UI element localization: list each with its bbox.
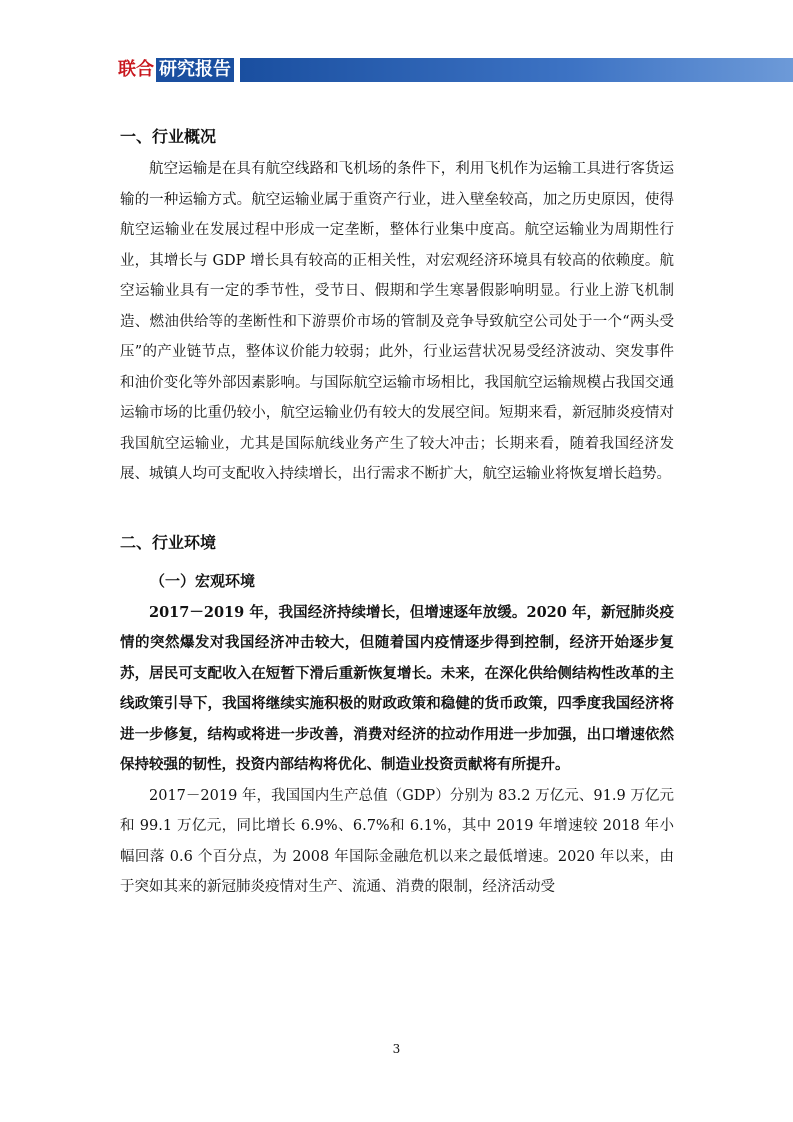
section-heading-industry-overview: 一、行业概况 xyxy=(120,127,217,146)
header-gradient-bar xyxy=(240,58,793,82)
brand-logo-red-text: 联合 xyxy=(118,59,154,80)
page-number: 3 xyxy=(392,1042,401,1056)
section-spacer xyxy=(120,490,674,526)
macro-summary-bold-paragraph: 2017－2019 年，我国经济持续增长，但增速逐年放缓。2020 年，新冠肺炎疫情的突然爆发对我国经济冲击较大，但随着国内疫情逐步得到控制，经济开始逐步复苏，居民可支配收入在短暂下滑后重新恢复增长。未来，在深化供给侧结构性改革的主线政策引导下，我国将继续实施积极的财政政策和稳健的货币政策，四季度我国经济将进一步修复，结构或将进一步改善，消费对经济的拉动作用进一步加强，出口增速依然保持较强的韧性，投资内部结构将优化、制造业投资贡献将有所提升。 xyxy=(120,603,674,773)
document-body xyxy=(120,120,674,903)
brand-logo-blue-box: 研究报告 xyxy=(156,58,234,82)
subsection-heading-macro-environment: （一）宏观环境 xyxy=(150,571,256,590)
industry-overview-paragraph: 航空运输是在具有航空线路和飞机场的条件下，利用飞机作为运输工具进行客货运输的一种运输方式。航空运输业属于重资产行业，进入壁垒较高，加之历史原因，使得航空运输业在发展过程中形成一定垄断，整体行业集中度高。航空运输业为周期性行业，其增长与 GDP 增长具有较高的正相关性，对宏观经济环境具有较高的依赖度。航空运输业具有一定的季节性，受节日、假期和学生寒暑假影响明显。行业上游飞机制造、燃油供给等的垄断性和下游票价市场的管制及竞争导致航空公司处于一个“两头受压”的产业链节点，整体议价能力较弱；此外，行业运营状况易受经济波动、突发事件和油价变化等外部因素影响。与国际航空运输市场相比，我国航空运输规模占我国交通运输市场的比重仍较小，航空运输业仍有较大的发展空间。短期来看，新冠肺炎疫情对我国航空运输业，尤其是国际航线业务产生了较大冲击；长期来看，随着我国经济发展、城镇人均可支配收入持续增长，出行需求不断扩大，航空运输业将恢复增长趋势。 xyxy=(120,161,674,482)
report-header xyxy=(118,58,793,82)
section-heading-industry-environment: 二、行业环境 xyxy=(120,532,217,552)
gdp-paragraph: 2017－2019 年，我国国内生产总值（GDP）分别为 83.2 万亿元、91.9 万亿元和 99.1 万亿元，同比增长 6.9%、6.7%和 6.1%，其中 2019 年增速较 2018 年小幅回落 0.6 个百分点，为 2008 年国际金融危机以来之最低增速。2020 年以来，由于突如其来的新冠肺炎疫情对生产、流通、消费的限制，经济活动受 xyxy=(120,787,674,895)
